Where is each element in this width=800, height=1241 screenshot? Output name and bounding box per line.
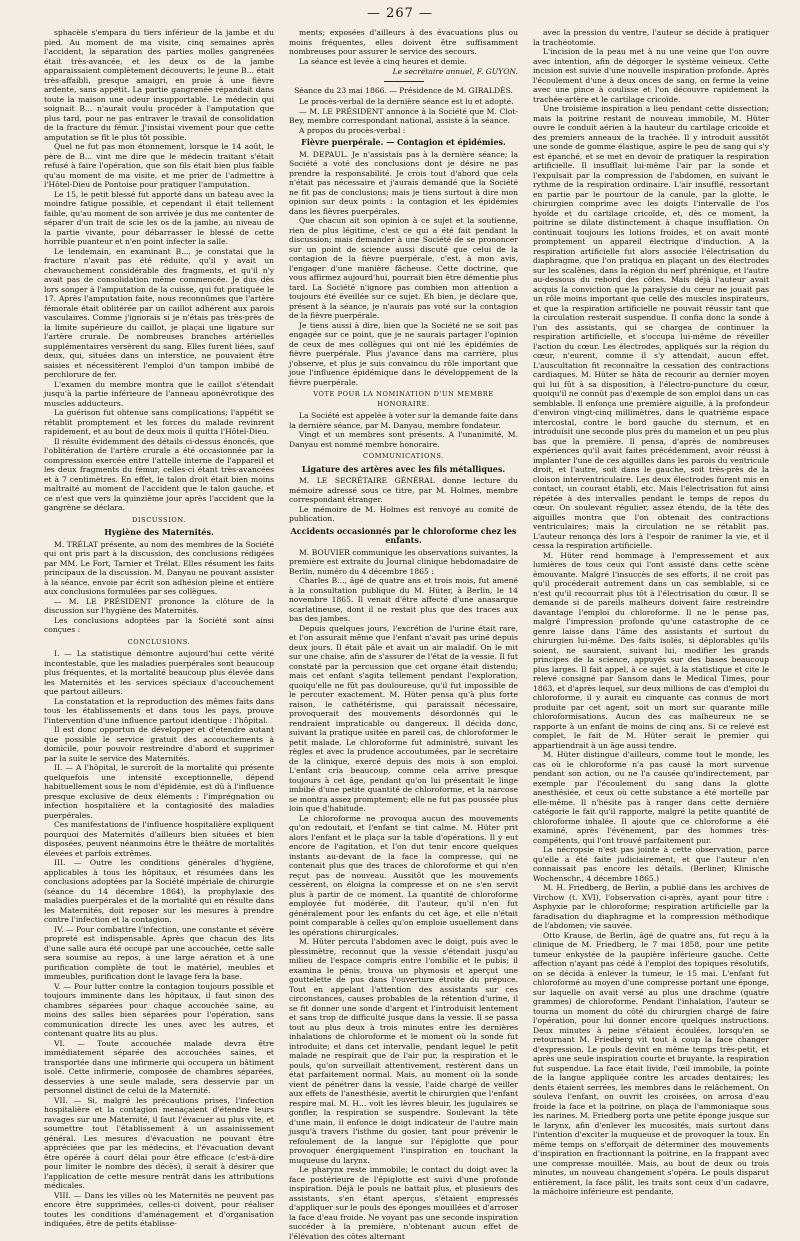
paragraph: M. Hüter distingue d'ailleurs, comme tout le monde, les cas où le chloroforme n'a pas causé la mort survenue pendant son action, ou ne l'a causée qu'indirectement, par exemple par l'écoulement du sang dans la glotte anesthésiée, et ceux où cette substance a été mortelle par elle-même. Il n'hésite pas à ranger dans cette dernière catégorie le fait qu'il rapporte, malgré la petite quantité de chloroforme inhalée. Il ajoute que ce chloroforme a été examiné, après l'événement, par des hommes très-compétents, qui l'ont trouvé parfaitement pur. bbox=[533, 750, 769, 845]
conclusion-item: I. — La statistique démontre aujourd'hui cette vérité incontestable, que les maladies puerpérales sont beaucoup plus fréquentes, et la mortalité beaucoup plus élevée dans les Maternités et les services spéciaux d'accouchement que partout ailleurs. bbox=[44, 649, 274, 696]
paragraph: Il résulte évidemment des détails ci-dessus énoncés, que l'oblitération de l'artère crurale a été occasionnée par la compression exercée entre l'attelle interne de l'appareil et les deux fragments du fémur, celles-ci étant très-avancées et à 7 centimètres. En effet, le talon droit était bien moins maltraité au moment de l'accident que le talon gauche, et ce n'est que vers la quinzième jour après l'accident que la gangrène se déclara. bbox=[44, 436, 274, 512]
paragraph: — M. LE PRÉSIDENT prononce la clôture de la discussion sur l'hygiène des Maternités. bbox=[44, 596, 274, 615]
conclusion-item: La constatation et la reproduction des mêmes faits dans tous les établissements et dans tous les pays, prouve l'intervention d'une influence partout identique : l'hôpital. bbox=[44, 696, 274, 725]
paragraph: avec la pression du ventre, l'auteur se décide à pratiquer la trachéotomie. bbox=[533, 28, 769, 47]
section-heading-fievre: Fièvre puerpérale. — Contagion et épidémies. bbox=[301, 137, 506, 147]
paragraph: L'examen du membre montra que le caillot s'étendait jusqu'à la partie inférieure de l'anneau aponévrotique des muscles adducteurs. bbox=[44, 379, 274, 408]
conclusion-item: VI. — Toute accouchée malade devra être immédiatement séparée des accouchées saines, et transportée dans une infirmerie qui occupera un bâtiment isolé. Cette infirmerie, composée de chambres séparées, desservies à une seule malade, sera desservie par un personnel distinct de celui de la Maternité. bbox=[44, 1038, 274, 1095]
paragraph: sphacèle s'empara du tiers inférieur de la jambe et du pied. Au moment de ma visite, cinq semaines après l'accident, la séparation des parties molles gangrenées était très-avancée, et les deux os de la jambe apparaissaient complètement découverts; le jeune B... était très-affaibli, presque amaigri, en proie à une fièvre ardente, sans appétit. La partie gangrenée répandait dans toute la maison une odeur insupportable. Le médecin qui soignait B... n'aurait voulu procéder à l'amputation que plus tard, pour ne pas entraver le travail de consolidation de la fracture du fémur. J'insistai vivement pour que cette amputation se fît le plus tôt possible. bbox=[44, 28, 274, 142]
secretary-signature: Le secrétaire annuel, F. GUYON. bbox=[392, 67, 518, 76]
section-heading-discussion: DISCUSSION. bbox=[132, 515, 186, 524]
conclusion-item: Ces manifestations de l'influence hospitalière expliquent pourquoi des Maternités d'ailleurs bien situées et bien disposées, peuvent néanmoins être le théâtre de mortalités élevées et parfois extrêmes. bbox=[44, 820, 274, 858]
paragraph: Le mémoire de M. Holmes est renvoyé au comité de publication. bbox=[289, 504, 518, 523]
paragraph: M. TRÉLAT présente, au nom des membres de la Société qui ont pris part à la discussion, des conclusions rédigées par MM. Le Fort, Tarnier et Trélat. Elles résument les faits principaux de la discussion. M. Danyau ne pouvant assister à la séance, envoie par écrit son adhésion pleine et entière aux conclusions formulées par ses collègues. bbox=[44, 539, 274, 596]
paragraph: La nécropsie n'est pas jointe à cette observation, parce qu'elle a été faite judiciairement, et que l'auteur n'en connaissait pas encore les détails. (Berliner, Klinische Wochenschr., 4 décembre 1865.) bbox=[533, 845, 769, 883]
section-heading-conclusions: CONCLUSIONS. bbox=[127, 637, 191, 646]
section-heading-accidents: Accidents occasionnés par le chloroforme chez les enfants. bbox=[290, 525, 517, 545]
conclusion-item: II. — A l'hôpital, le surcroît de la mortalité qui présente quelquefois une intensité exceptionnelle, dépend habituellement sous le nom d'épidémie, est dû à l'influence presque exclusive de deux éléments : l'imprégnation ou infection hospitalière et la contagiosité des maladies puerpérales. bbox=[44, 763, 274, 820]
section-heading-hygiene: Hygiène des Maternités. bbox=[104, 527, 214, 537]
paragraph: M. Hüter rend hommage à l'empressement et aux lumières de tous ceux qui l'ont assisté dans cette scène émouvante. Malgré l'insuccès de ses efforts, il ne croit pas qu'il procéderait autrement dans un cas semblable, si ce n'est qu'il recourrait plus tôt à l'électrisation du cœur. Il se demande si de pareils malheurs doivent faire restreindre davantage l'emploi du chloroforme. Il ne le pense pas, malgré l'impression profonde qu'une catastrophe de ce genre laisse dans l'âme des assistants et surtout du chirurgien lui-même. Des faits isolés, si déplorables qu'ils soient, ne sauraient, suivant lui, modifier les grands principes de la science, appuyés sur des bases beaucoup plus larges. Il fait appel, à ce sujet, à la statistique et cite le relevé consigné par Sansom dans le Medical Times, pour 1863, et d'après lequel, sur deux millions de cas d'emploi du chloroforme, il y aurait eu cinquante cas connus de mort produite par cet agent, soit un mort sur quarante mille chloroformisations. Aucun des cas malheureux ne se rapporte à un enfant de moins de cinq ans. Si ce relevé est complet, le fait de M. Hüter serait le premier qui appartiendrait à un âge aussi tendre. bbox=[533, 550, 769, 750]
paragraph: Je tiens aussi à dire, bien que la Société ne se soit pas engagée sur ce point, que je ne saurais partager l'opinion de ceux de mes collègues qui ont nié les épidémies de fièvre puerpérale. Plus j'avance dans ma carrière, plus j'observe, et plus je suis convaincu du rôle important que joue l'influence épidémique dans le développement de la fièvre puerpérale. bbox=[289, 320, 518, 387]
conclusion-item: V. — Pour lutter contre la contagion toujours possible et toujours imminente dans les hôpitaux, il faut sinon des chambres séparées pour chaque accouchée saine, au moins des salles bien séparées pour l'opération, sans communication directe les unes avec les autres, et contenant quatre lits au plus. bbox=[44, 981, 274, 1038]
paragraph: Une troisième inspiration a lieu pendant cette dissection; mais la poitrine restant de nouveau immobile, M. Hüter ouvre le conduit aérien à la hauteur du cartilage cricoïde et des premiers anneaux de la trachée. Il y introduit aussitôt une sonde de gomme élastique, aspire le peu de sang qui s'y est épanché, et se met en devoir de pratiquer la respiration artificielle. Il insufflait lui-même l'air par la sonde et l'expulsait par la compression de l'abdomen, en suivant le rythme de la respiration ordinaire. L'air insufflé, ressortant en partie par le pourtour de la canule, par la glotte, le chirurgien comprime avec les doigts l'intervalle de l'os hyoïde et du cartilage cricoïde, et, dès ce moment, la poitrine se dilate distinctement à chaque insufflation. On continuait toujours les lotions froides, et on avait monté promptement un appareil électrique d'induction. A la respiration artificielle fut alors associée l'électrisation du diaphragme, que l'on pratiqua en plaçant un des électrodes sur les scalènes, dans la région du nerf phrénique, et l'autre au-dessous du rebord des côtes. Mais déjà l'auteur avait acquis la conviction que la paralysie du cœur ne jouait pas un rôle moins important que celle des muscles inspirateurs, et que la respiration artificielle ne pouvait réussir tant que la circulation resterait suspendue. Il confia donc la sonde à l'un des assistants, qui se chargea de continuer la respiration artificielle, et s'occupa lui-même de réveiller l'action du cœur. Les électrodes, appliqués sur la région du cœur, n'eurent, comme il s'y attendait, aucun effet. L'auscultation fit reconnaître la cessation des contractions cardiaques. M. Hüter se hâta de recourir au dernier moyen qui lui fût à sa disposition, à l'électro-puncture du cœur, quoiqu'il ne connût pas d'exemple de son emploi dans un cas semblable. Il enfonça une première aiguille, à la profondeur d'environ vingt-cinq millimètres, dans le quatrième espace intercostal, contre le bord gauche du sternum, et en introduisit une seconde plus près du mamelon et un peu plus bas que la première. Il pensa, d'après de nombreuses expériences qu'il avait faites précédemment, avoir réussi à implanter l'une de ces aiguilles dans les parois du ventricule droit, et l'autre, soit dans le gauche, soit très-près de la cloison interventriculaire. Les deux électrodes furent mis en contact, un courant établi, etc. Mais l'électrisation fut ainsi répétée à des intervalles pendant le temps de repos du cœur. On soulevant régulier, assez étendu, de la tête des aiguilles montra que l'on obtenait des contractions ventriculaires; mais la circulation ne se rétablit pas. L'auteur renonça dès lors à l'espoir de ranimer la vie, et il cessa la respiration artificielle. bbox=[533, 104, 769, 550]
session-heading: Séance du 23 mai 1866. — Présidence de M. GIRALDÈS. bbox=[294, 85, 513, 95]
paragraph: Les conclusions adoptées par la Société sont ainsi conçues : bbox=[44, 615, 274, 634]
conclusion-item: VII. — Si, malgré les précautions prises, l'infection hospitalière et la contagion menaçaient d'étendre leurs ravages sur une Maternité, il faut l'évacuer au plus vite, et soumettre tout l'établissement à un assainissement général. Les mesures d'évacuation ne pouvant être appréciées que par les médecins, et l'évacuation devant être opérée à court délai pour être efficace (c'est-à-dire pour limiter le nombre des décès), il serait à désirer que l'application de cette mesure rentrât dans les attributions médicales. bbox=[44, 1095, 274, 1190]
conclusion-item: III. — Outre les conditions générales d'hygiène, applicables à tous les hôpitaux, et résumées dans les conclusions adoptées par la Société impériale de chirurgie (séance du 14 décembre 1864), la prophylaxie des maladies puerpérales et de la mortalité qui en résulte dans les Maternités, doit reposer sur les mesures à prendre contre l'infection et la contagion. bbox=[44, 858, 274, 924]
separator-rule bbox=[384, 81, 424, 82]
paragraph: ments; exposées d'ailleurs à des évacuations plus ou moins fréquentes, elles doivent être suffisamment nombreuses pour assurer le service des secours. bbox=[289, 28, 518, 56]
conclusion-item: IV. — Pour combattre l'infection, une constante et sévère propreté est indispensable. Après que chacun des lits d'une salle aura été occupé par une accouchée, cette salle sera soumise au repos, à une large aération et à une purification complète de tout le matériel, meubles et immeubles, purification dont le lavage fera la base. bbox=[44, 924, 274, 981]
paragraph: Vingt et un membres sont présents. A l'unanimité, M. Danyau est nommé membre honoraire. bbox=[289, 430, 518, 449]
paragraph: Otto Krause, de Berlin, âgé de quatre ans, fut reçu à la clinique de M. Friedberg, le 7 mai 1858, pour une petite tumeur enkystée de la paupière inférieure gauche. Cette affection n'ayant pas cédé à l'emploi des topiques résolutifs, on se décida à enlever la tumeur, le 15 mai. L'enfant fut chloroformé au moyen d'une compresse portant une éponge, sur laquelle on avait versé au plus une drachme (quatre grammes) de chloroforme. Pendant l'inhalation, l'auteur se tourna un moment du côté du chirurgien chargé de faire l'opération, pour lui donner encore quelques instructions. Deux minutes à peine s'étaient écoulées, lorsqu'en se retournant M. Friedberg vit tout à coup la face changer d'expression. Le pouls devint en même temps très-petit, et après une seule inspiration courte et bruyante, la respiration fut suspendue. La face était livide, l'œil immobile, la pointe de la langue appliquée contre les arcades dentaires; les dents étaient serrées, les membres dans le relâchement. On souleva l'enfant, on ouvrit les croisées, on arrosa d'eau froide la face et la poitrine, on plaça de l'ammoniaque sous les narines. M. Friedberg porta une petite éponge jusque sur le larynx, afin d'enlever les mucosités, mais surtout dans l'intention d'exciter la muqueuse et de provoquer la toux. En même temps on s'efforçait de déterminer des mouvements d'inspiration en fractionnant la poitrine, en la frappant avec une compresse mouillée. Mais, au bout de deux ou trois minutes, un nouveau changement s'opéra. Le pouls disparut entièrement, la face pâlit, les traits sont ceux d'un cadavre, la mâchoire inférieure est pendante, bbox=[533, 930, 769, 1196]
paragraph: Quel ne fut pas mon étonnement, lorsque le 14 août, le père de B... vint me dire que le médecin traitant s'était refusé à faire l'opération, que son fils était bien plus faible qu'au moment de ma visite, et me prier de l'admettre à l'Hôtel-Dieu de Pontoise pour pratiquer l'amputation. bbox=[44, 142, 274, 189]
paragraph: M. H. Friedberg, de Berlin, a publié dans les archives de Virchow (t. XVI), l'observation ci-après, ayant pour titre : Asphyxie par le chloroforme; respiration artificielle par la faradisation du diaphragme et la compression méthodique de l'abdomen; vie sauvée. bbox=[533, 883, 769, 930]
paragraph: M. Hüter percuta l'abdomen avec le doigt, puis avec le plessimètre, reconnut que la vessie s'étendait jusqu'au milieu de l'espace compris entre l'ombilic et le pubis; il examina le pénis, trouva un phymosis et aperçut une gouttelette de pus dans l'ouverture étroite du prépuce. Tout en appelant l'attention des assistants sur ces circonstances, causes probables de la rétention d'urine, il se fit donner une sonde d'argent et l'introduisit lentement et sans trop de difficulté jusque dans la vessie. Il se passa tout au plus deux à trois minutes entre les dernières inhalations de chloroforme et le moment où la sonde fut introduite; et dans cet intervalle, pendant lequel le petit malade ne respirait que de l'air pur, la respiration et le pouls, qu'on surveillait attentivement, restèrent dans un état parfaitement normal. Mais, au moment où la sonde vient de pénétrer dans la vessie, l'aide chargé de veiller aux effets de l'anesthésie, avertit le chirurgien que l'enfant respire mal. M. H... voit les lèvres bleuir, les jugulaires se gonfler, la respiration se suspendre. Soulevant la tête d'une main, il enfonce le doigt indicateur de l'autre main jusqu'à travers l'isthme du gosier, tant pour prévenir le refoulement de la langue sur l'épiglotte que pour provoquer énergiquement l'inspiration en touchant la muqueuse du larynx. bbox=[289, 937, 518, 1165]
paragraph: La Société est appelée à voter sur la demande faite dans la dernière séance, par M. Danyau, membre fondateur. bbox=[289, 411, 518, 430]
paragraph: Charles B..., âgé de quatre ans et trois mois, fut amené à la consultation publique du M. Hüter, à Berlin, le 14 novembre 1865. Il venait d'être affecté d'une anasarque scarlatineuse, dont il ne restait plus que des traces aux bas des jambes. bbox=[289, 576, 518, 623]
column-right bbox=[533, 28, 769, 1196]
column-middle bbox=[289, 28, 518, 1241]
paragraph: La séance est levée à cinq heures et demie. bbox=[299, 56, 467, 66]
paragraph: Le 15, le petit blessé fut apporté dans un bateau avec la moindre fatigue possible, et cependant il était tellement faible, qu'au moment de son arrivée je dus me contenter de séparer d'un trait de scie les os de la jambe, au niveau de la partie vivante, pour débarrasser le blessé de cette horrible puanteur et n'en point infecter la salle. bbox=[44, 189, 274, 246]
paragraph: A propos du procès-verbal : bbox=[299, 125, 406, 135]
paragraph: Le chloroforme ne provoqua aucun des mouvements qu'on redoutait, et l'enfant se tint calme. M. Hüter prit alors l'enfant et le plaça sur la table d'opérations. Il y eut encore de l'agitation, et l'on dut tenir encore quelques instants au-devant de la face la compresse, qui ne contenait plus que des traces de chloroforme et qui n'en reçut pas de nouveau. Aussitôt que les mouvements cessèrent, on éloigna la compresse et on ne s'en servit plus à partir de ce moment. La quantité de chloroforme employée fut modérée, dit l'auteur, qu'il n'en fut généralement pour les enfants du cet âge, et elle n'était point comparable à celles qu'on emploie usuellement dans les opérations chirurgicales. bbox=[289, 813, 518, 937]
section-heading-vote: VOTE POUR LA NOMINATION D'UN MEMBRE HONORAIRE. bbox=[313, 390, 494, 408]
text-columns bbox=[0, 28, 800, 1241]
paragraph: M. DEPAUL. Je n'assistais pas à la dernière séance; la Société a voté des conclusions dont je désire ne pas prendre la responsabilité. Je crois tout d'abord que cela n'était pas nécessaire et j'aurais demandé que la Société ne fit pas de conclusions; mais je tiens surtout à dire mon opinion sur deux points : la contagion et les épidémies dans les fièvres puerpérales. bbox=[289, 149, 518, 216]
conclusion-item: Il est donc opportun de développer et d'étendre autant que possible le service gratuit des accouchements à domicile, pour pouvoir restreindre d'abord et supprimer par la suite le service des Maternités. bbox=[44, 725, 274, 763]
paragraph: Que chacun ait son opinion à ce sujet et la soutienne, rien de plus légitime, c'est ce qui a été fait pendant la discussion; mais demander à une Société de se prononcer sur un point de science aussi discuté que celui de la contagion de la fièvre puerpérale, c'est, à mon avis, l'engager d'une manière fâcheuse. Cette doctrine, que vous affirmez aujourd'hui, pourrait bien être démentie plus tard. La Société n'ignore pas combien mon attention a toujours été éveillée sur ce sujet. Eh bien, je déclare que, présent à la séance, je n'aurais pas voté sur la contagion de la fièvre puerpérale. bbox=[289, 216, 518, 320]
paragraph: Depuis quelques jours, l'excrétion de l'urine était rare, et l'on assurait même que l'enfant n'avait pas uriné depuis deux jours. Il était pâle et avait un air maladif. On le mit sur une chaise, afin de s'assurer de l'état de la vessie. Il fut constaté par la percussion que cet organe était distendu; mais cet enfant s'agita tellement pendant l'exploration, quoiqu'elle ne fût pas douloureuse, qu'il fut impossible de le percuter exactement. M. Hüter pensa qu'à plus forte raison, le cathétérisme, qui paraissait nécessaire, provoquerait des mouvements désordonnés qui le rendraient impraticable ou dangereux. Il décida donc, suivant la pratique usitée en pareil cas, de chloroformer le petit malade. Le chloroforme fut administré, suivant les règles et avec la prudence accoutumées, par le secrétaire de la clinique, exercé depuis des mois à son emploi. L'enfant cria beaucoup, comme cela arrive presque toujours à cet âge, pendant qu'on lui présentait le linge imbibé d'une petite quantité de chloroforme, et la narcose se montra assez promptement; elle ne fut pas poussée plus loin que d'habitude. bbox=[289, 623, 518, 813]
paragraph: Le lendemain, en examinant B..., je constatai que la fracture n'avait pas été réduite, qu'il y avait un chevauchement considérable des fragments, et qu'il n'y avait pas de consolidation même commencée. Je dus dès lors songer à l'amputation de la cuisse, qui fut pratiquée le 17. Après l'amputation faite, nous reconnûmes que l'artère fémorale était oblitérée par un caillot adhérent aux parois vasculaires. Comme j'ignorais si je n'étais pas très-près de la limite supérieure du caillot, je plaçai une ligature sur l'artère crurale. De nombreuses branches artérielles supplémentaires versèrent du sang. Elles furent liées, sauf deux, qui, situées dans un interstice, ne pouvaient être saisies et nécessitèrent l'emploi d'un tampon imbibé de perchlorure de fer. bbox=[44, 246, 274, 379]
paragraph: La guérison fut obtenue sans complications; l'appétit se rétablit promptement et les forces du malade revinrent rapidement, et au bout de deux mois il quitta l'Hôtel-Dieu. bbox=[44, 408, 274, 436]
column-left bbox=[44, 28, 274, 1228]
paragraph: M. BOUVIER communique les observations suivantes, la première est extraite du Journal clinique hebdomadaire de Berlin, numéro du 4 décembre 1865 : bbox=[289, 547, 518, 576]
section-heading-ligature: Ligature des artères avec les fils métalliques. bbox=[301, 463, 506, 474]
conclusion-item: VIII. — Dans les villes où les Maternités ne peuvent pas encore être supprimées, celles-ci doivent, pour réaliser toutes les conditions d'aménagement et d'organisation indiquées, être de petits établisse- bbox=[44, 1190, 274, 1228]
section-heading-communications: COMMUNICATIONS. bbox=[363, 452, 444, 460]
paragraph: Le procès-verbal de la dernière séance est lu et adopté. bbox=[299, 97, 514, 106]
paragraph: Le pharynx reste immobile; le contact du doigt avec la face postérieure de l'épiglotte est suivi d'une profonde inspiration. Déjà le pouls ne battait plus, et plusieurs des assistants, s'en étant aperçus, s'étaient empressés d'appliquer sur le pouls des éponges mouillées et d'arroser la face d'eau froide. Ne voyant pas une seconde inspiration succéder à la première, n'obtenant aucun effet de l'élévation des côtes alternant bbox=[289, 1165, 518, 1241]
page-number: — 267 — bbox=[366, 6, 434, 21]
paragraph: — M. LE PRÉSIDENT annonce à la Société que M. Clot-Bey, membre correspondant national, assiste à la séance. bbox=[289, 106, 518, 125]
paragraph: L'incision de la peau met à nu une veine que l'on ouvre avec intention, afin de dégorger le système veineux. Cette incision est suivie d'une nouvelle inspiration profonde. Après l'écoulement d'une à deux onces de sang, on ferme la veine avec une pince à coulisse et l'on découvre rapidement la trachée-artère et le cartilage cricoïde. bbox=[533, 47, 769, 104]
paragraph: M. LE SECRÉTAIRE GÉNÉRAL donne lecture du mémoire adressé sous ce titre, par M. Holmes, membre correspondant étranger. bbox=[289, 476, 518, 504]
